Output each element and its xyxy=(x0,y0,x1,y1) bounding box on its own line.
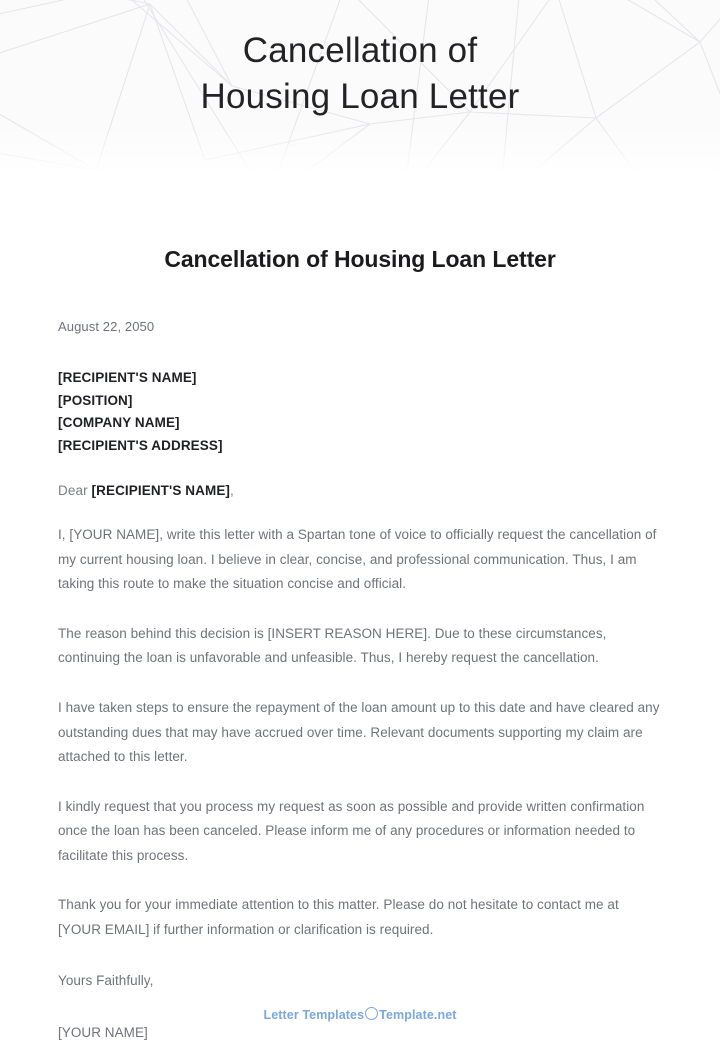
salutation-recipient-name: [RECIPIENT'S NAME] xyxy=(91,483,231,499)
footer-left-text: Letter Templates xyxy=(263,1008,365,1022)
recipient-address: [RECIPIENT'S ADDRESS] xyxy=(58,437,223,453)
template-net-logo-icon xyxy=(365,1007,378,1020)
body-paragraph-5: Thank you for your immediate attention to this matter. Please do not hesitate to contact me at [YOUR EMAIL] if further information or clarification is required. xyxy=(58,897,619,937)
letter-body xyxy=(0,246,720,1046)
header-title xyxy=(0,0,720,178)
header-title-line-2: Housing Loan Letter xyxy=(200,77,520,116)
body-paragraph-1: I, [YOUR NAME], write this letter with a Spartan tone of voice to officially request the cancellation of my current housing loan. I believe in clear, concise, and professional communication. Thus, I am taking this route to make the situation concise and official. xyxy=(58,527,657,592)
header-title-line-1: Cancellation of xyxy=(242,30,478,70)
recipient-position: [POSITION] xyxy=(58,392,133,408)
recipient-company: [COMPANY NAME] xyxy=(58,415,180,431)
salutation-prefix: Dear xyxy=(58,483,92,499)
salutation-suffix: , xyxy=(230,483,234,499)
recipient-name: [RECIPIENT'S NAME] xyxy=(58,370,197,385)
salutation-line xyxy=(58,483,662,498)
document-title: Cancellation of Housing Loan Letter xyxy=(164,246,556,272)
letter-date: August 22, 2050 xyxy=(58,319,155,334)
body-paragraph-3: I have taken steps to ensure the repayment of the loan amount up to this date and have cleared any outstanding dues that may have accrued over time. Relevant documents supporting my claim are attached to this letter. xyxy=(58,699,660,765)
footer-right-text: Template.net xyxy=(379,1008,457,1022)
body-paragraph-4: I kindly request that you process my request as soon as possible and provide written confirmation once the loan has been canceled. Please inform me of any procedures or information needed to facilitate this process. xyxy=(58,798,645,863)
footer-watermark xyxy=(0,1006,720,1022)
body-paragraph-2: The reason behind this decision is [INSERT REASON HERE]. Due to these circumstances, continuing the loan is unfavorable and unfeasible. Thus, I hereby request the cancellation. xyxy=(58,625,607,666)
signer-name: [YOUR NAME] xyxy=(58,1025,148,1040)
recipient-address-block xyxy=(58,367,662,457)
closing-line: Yours Faithfully, xyxy=(58,973,154,989)
header-banner xyxy=(0,0,720,178)
